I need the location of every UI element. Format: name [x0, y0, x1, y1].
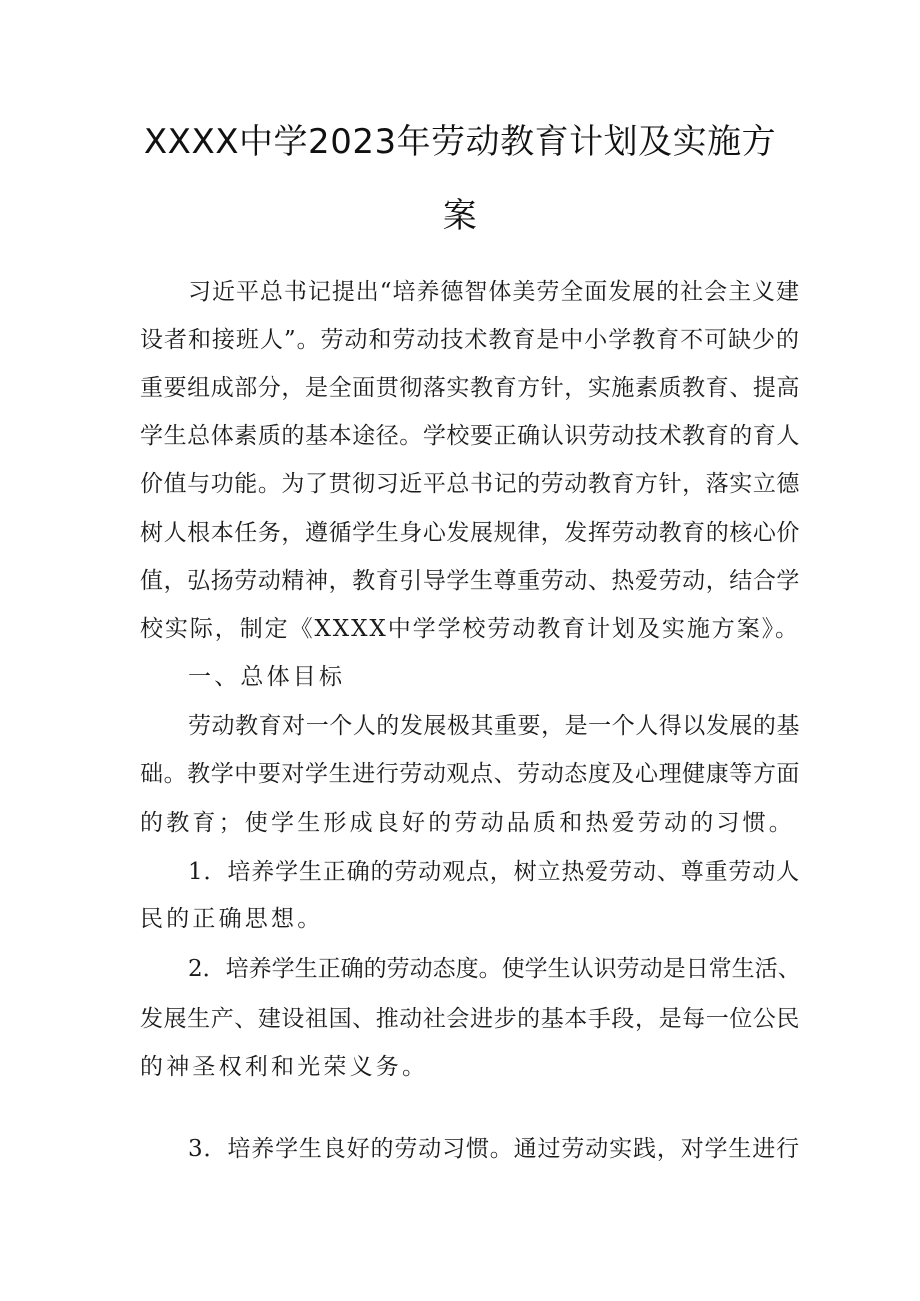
document-title-line-2: 案 — [442, 196, 478, 236]
goal-paragraph-line: 础。教学中要对学生进行劳动观点、劳动态度及心理健康等方面 — [140, 761, 800, 787]
section-heading: 一、总体目标 — [188, 664, 346, 690]
intro-paragraph-line: 学生总体素质的基本途径。学校要正确认识劳动技术教育的育人 — [140, 423, 800, 449]
intro-paragraph-line: 重要组成部分，是全面贯彻落实教育方针，实施素质教育、提高 — [140, 375, 800, 401]
intro-paragraph-line: 值，弘扬劳动精神，教育引导学生尊重劳动、热爱劳动，结合学 — [140, 568, 800, 594]
intro-paragraph-line: 树人根本任务，遵循学生身心发展规律，发挥劳动教育的核心价 — [140, 520, 800, 546]
list-item-2-line: 的神圣权利和光荣义务。 — [140, 1054, 429, 1080]
list-item-1-line: 民的正确思想。 — [140, 906, 324, 932]
goal-paragraph-line: 的教育；使学生形成良好的劳动品质和热爱劳动的习惯。 — [140, 810, 795, 836]
document-title-line-1: XXXX中学2023年劳动教育计划及实施方 — [143, 122, 777, 162]
intro-paragraph-line: 价值与功能。为了贯彻习近平总书记的劳动教育方针，落实立德 — [140, 471, 800, 497]
list-item-1-line: 1．培养学生正确的劳动观点，树立热爱劳动、尊重劳动人 — [188, 859, 800, 885]
list-item-2-line: 发展生产、建设祖国、推动社会进步的基本手段，是每一位公民 — [140, 1006, 800, 1032]
list-item-2-line: 2．培养学生正确的劳动态度。使学生认识劳动是日常生活、 — [188, 956, 801, 982]
list-item-3-line: 3．培养学生良好的劳动习惯。通过劳动实践，对学生进行 — [188, 1136, 800, 1162]
intro-paragraph-line: 习近平总书记提出“培养德智体美劳全面发展的社会主义建 — [188, 279, 800, 305]
intro-paragraph-line: 校实际，制定《XXXX中学学校劳动教育计划及实施方案》。 — [140, 616, 800, 642]
intro-paragraph-line: 设者和接班人”。劳动和劳动技术教育是中小学教育不可缺少的 — [140, 327, 800, 353]
goal-paragraph-line: 劳动教育对一个人的发展极其重要，是一个人得以发展的基 — [188, 713, 800, 739]
